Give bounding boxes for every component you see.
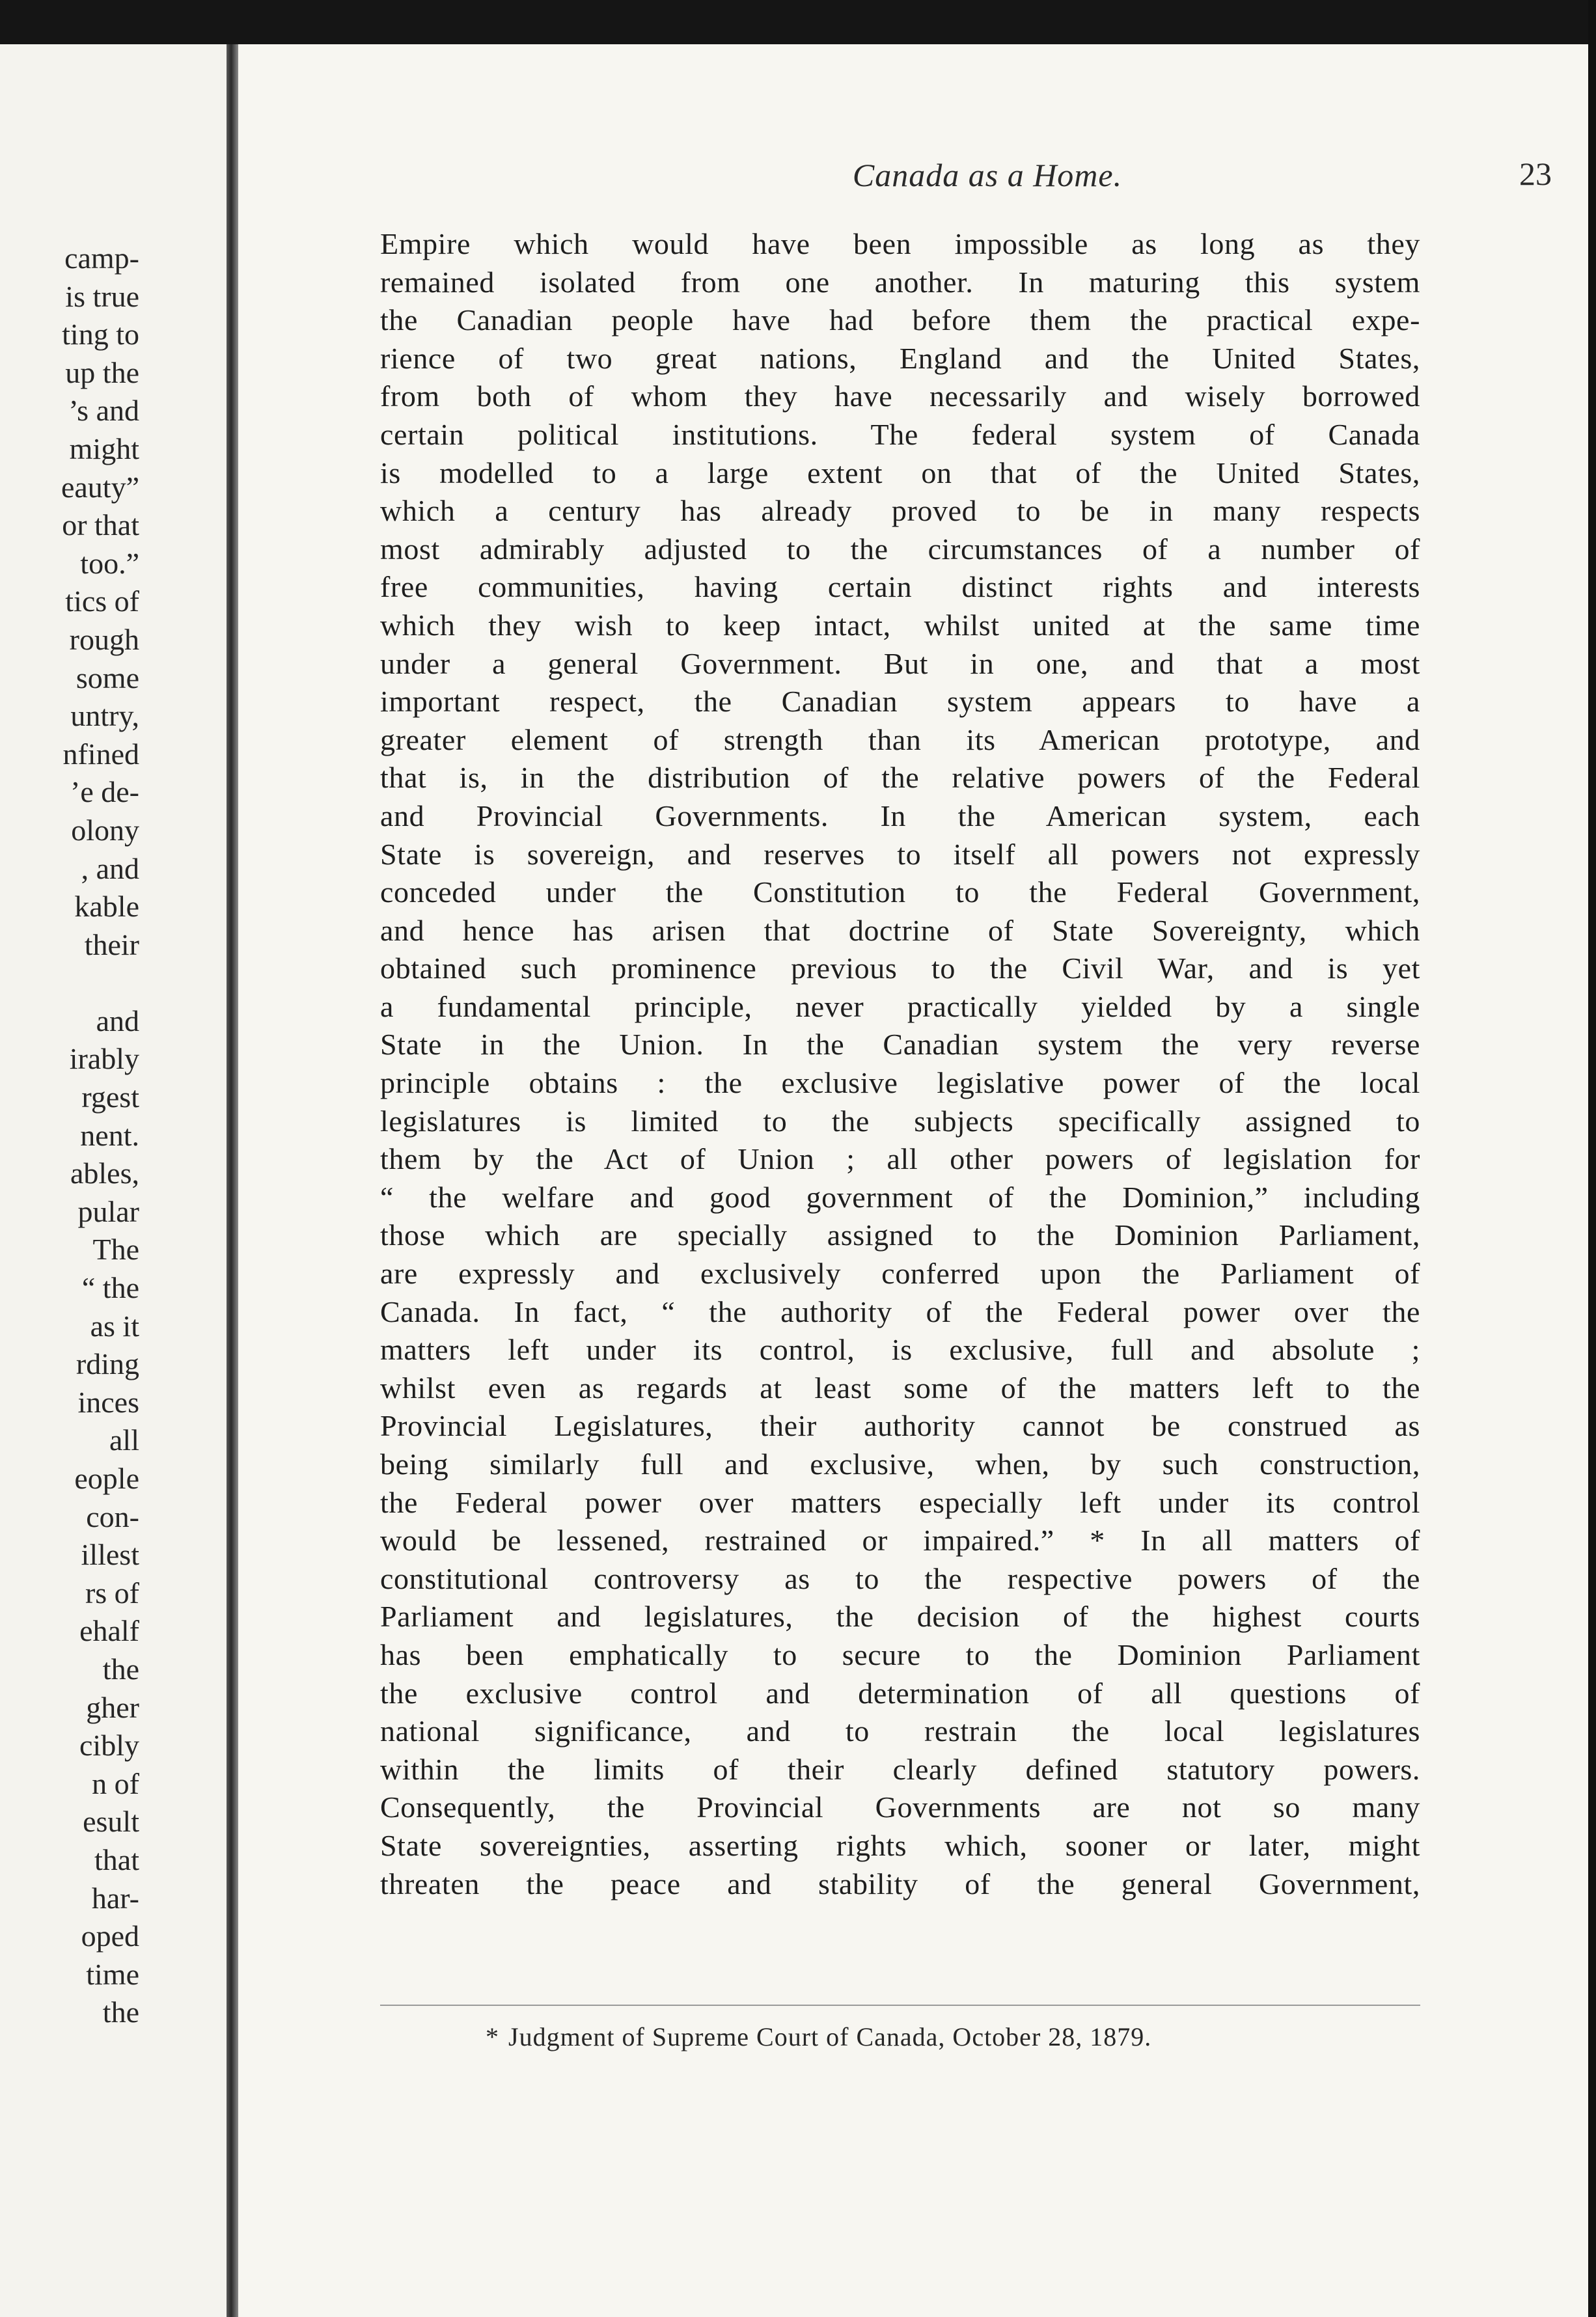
text-line: the Canadian people have had before them the practical expe- (380, 303, 1420, 337)
previous-page-fragment: is true (65, 279, 139, 313)
text-line: under a general Government. But in one, and that a most (380, 646, 1420, 680)
text-line: most admirably adjusted to the circumstances of a number of (380, 532, 1420, 566)
previous-page-fragment: up the (65, 355, 139, 389)
text-line: national significance, and to restrain the local legislatures (380, 1714, 1420, 1748)
previous-page-fragment: that (94, 1843, 139, 1876)
text-line: Empire which would have been impossible as long as they (380, 227, 1420, 260)
text-line: would be lessened, restrained or impaired.” * In all matters of (380, 1524, 1420, 1557)
text-line: within the limits of their clearly defined statutory powers. (380, 1752, 1420, 1786)
text-line: Consequently, the Provincial Governments are not so many (380, 1790, 1420, 1824)
text-line: certain political institutions. The federal system of Canada (380, 417, 1420, 451)
text-line: from both of whom they have necessarily and wisely borrowed (380, 379, 1420, 413)
text-line: that is, in the distribution of the relative powers of the Federal (380, 761, 1420, 795)
previous-page-fragment: the (102, 1652, 139, 1686)
previous-page-fragment: eauty” (61, 470, 139, 504)
text-line: the Federal power over matters especially left under its control (380, 1485, 1420, 1519)
text-line: constitutional controversy as to the respective powers of the (380, 1561, 1420, 1595)
text-line: threaten the peace and stability of the general Government, (380, 1867, 1420, 1900)
previous-page-fragment: The (92, 1233, 139, 1267)
text-line: is modelled to a large extent on that of the United States, (380, 456, 1420, 489)
previous-page-fragment: as it (90, 1309, 139, 1343)
text-line: important respect, the Canadian system appears to have a (380, 685, 1420, 719)
previous-page-fragment: tics of (65, 584, 139, 618)
previous-page-fragment: cibly (79, 1729, 139, 1762)
previous-page-fragment: pular (77, 1194, 139, 1228)
previous-page-fragment: all (109, 1423, 139, 1457)
previous-page-fragment: and (96, 1004, 139, 1037)
text-line: “ the welfare and good government of the Dominion,” including (380, 1180, 1420, 1214)
previous-page-fragment: ’s and (68, 394, 139, 428)
previous-page-fragment: esult (83, 1805, 139, 1839)
text-line: has been emphatically to secure to the Dominion Parliament (380, 1638, 1420, 1671)
footnote (486, 2020, 1151, 2054)
text-line: and hence has arisen that doctrine of State Sovereignty, which (380, 913, 1420, 947)
previous-page-fragment: nfined (62, 737, 139, 771)
previous-page-fragment: ’e de- (70, 775, 139, 809)
previous-page-fragment: rding (76, 1347, 139, 1381)
text-line: greater element of strength than its American prototype, and (380, 722, 1420, 756)
text-line: State sovereignties, asserting rights which, sooner or later, might (380, 1828, 1420, 1862)
previous-page-fragment: con- (86, 1500, 139, 1533)
text-line: matters left under its control, is exclusive, full and absolute ; (380, 1333, 1420, 1367)
text-line: a fundamental principle, never practically yielded by a single (380, 989, 1420, 1023)
scanner-right-edge (1588, 0, 1596, 2317)
previous-page-fragment: their (84, 927, 139, 961)
previous-page-fragment (3, 964, 139, 1002)
previous-page-fragment: rs of (85, 1576, 139, 1610)
text-line: free communities, having certain distinct rights and interests (380, 570, 1420, 604)
text-line: those which are specially assigned to the Dominion Parliament, (380, 1218, 1420, 1252)
previous-page-fragment: some (76, 661, 139, 694)
footnote-mark: * (486, 2022, 499, 2051)
text-line: State in the Union. In the Canadian system the very reverse (380, 1028, 1420, 1062)
previous-page-fragment: the (102, 1995, 139, 2029)
text-line: which they wish to keep intact, whilst united at the same time (380, 608, 1420, 642)
previous-page-fragment: har- (91, 1881, 139, 1915)
running-head: Canada as a Home. (852, 157, 1123, 193)
text-line: obtained such prominence previous to the Civil War, and is yet (380, 952, 1420, 985)
footnote-text: Judgment of Supreme Court of Canada, October 28, 1879. (508, 2022, 1152, 2051)
previous-page-fragment: rgest (81, 1080, 139, 1114)
text-line: being similarly full and exclusive, when, by such construction, (380, 1447, 1420, 1481)
previous-page-fragment: oped (81, 1919, 139, 1953)
text-line: rience of two great nations, England and the United States, (380, 341, 1420, 375)
book-gutter (227, 44, 238, 2317)
previous-page-fragment: rough (69, 622, 139, 656)
previous-page-fragment: “ the (81, 1271, 139, 1305)
page-number: 23 (1519, 156, 1552, 192)
previous-page-fragment: or that (62, 508, 139, 542)
text-line: legislatures is limited to the subjects specifically assigned to (380, 1104, 1420, 1138)
previous-page-line-endings (3, 240, 139, 2032)
page (238, 44, 1588, 2317)
previous-page-fragment: irably (69, 1042, 139, 1076)
previous-page-fragment: untry, (70, 699, 139, 733)
previous-page-fragment: ehalf (79, 1614, 139, 1648)
text-line: Parliament and legislatures, the decision of the highest courts (380, 1600, 1420, 1634)
footnote-rule (380, 2005, 1420, 2006)
previous-page-fragment: camp- (64, 241, 139, 275)
text-line: are expressly and exclusively conferred upon the Parliament of (380, 1257, 1420, 1291)
text-line: which a century has already proved to be in many respects (380, 494, 1420, 528)
text-line: conceded under the Constitution to the Federal Government, (380, 875, 1420, 909)
previous-page-fragment: nent. (80, 1118, 139, 1152)
previous-page-fragment: illest (81, 1538, 139, 1572)
previous-page-fragment: too.” (80, 546, 139, 580)
previous-page-fragment: gher (86, 1690, 139, 1724)
body-text (380, 225, 1420, 1903)
previous-page-fragment: ting to (62, 318, 139, 351)
text-line: remained isolated from one another. In maturing this system (380, 265, 1420, 299)
text-line: and Provincial Governments. In the American system, each (380, 799, 1420, 832)
text-line: principle obtains : the exclusive legislative power of the local (380, 1066, 1420, 1100)
previous-page-fragment: ables, (70, 1157, 139, 1190)
text-line: Canada. In fact, “ the authority of the Federal power over the (380, 1295, 1420, 1328)
previous-page-fragment: olony (71, 813, 139, 847)
text-line: the exclusive control and determination of all questions of (380, 1676, 1420, 1710)
previous-page-fragment: inces (77, 1385, 139, 1419)
text-line: them by the Act of Union ; all other powers of legislation for (380, 1142, 1420, 1176)
scanner-top-edge (0, 0, 1596, 44)
text-line: Provincial Legislatures, their authority cannot be construed as (380, 1409, 1420, 1443)
text-line: State is sovereign, and reserves to itself all powers not expressly (380, 837, 1420, 871)
previous-page-sliver (0, 44, 227, 2317)
previous-page-fragment: might (69, 432, 139, 465)
previous-page-fragment: eople (74, 1462, 139, 1495)
previous-page-fragment: n of (92, 1766, 139, 1800)
previous-page-fragment: time (86, 1957, 139, 1991)
text-line: whilst even as regards at least some of the matters left to the (380, 1371, 1420, 1405)
previous-page-fragment: kable (74, 890, 139, 924)
previous-page-fragment: , and (81, 851, 139, 885)
